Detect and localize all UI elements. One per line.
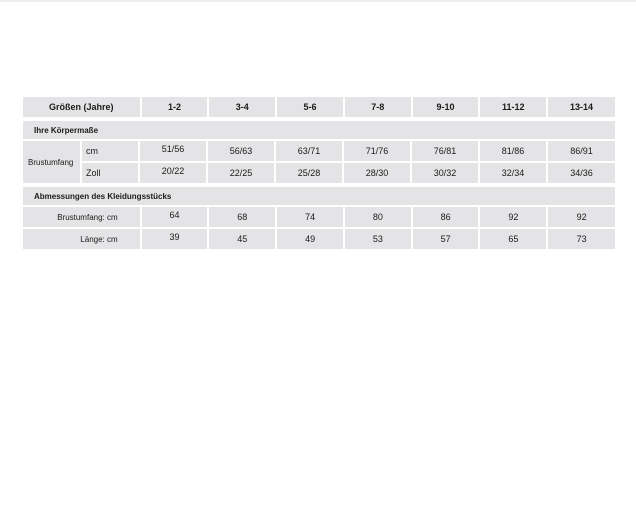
chest-measurements-group <box>23 141 615 183</box>
table-cell: 34/36 <box>548 163 615 183</box>
table-cell: 25/28 <box>276 163 342 183</box>
body-measurements-title: Ihre Körpermaße <box>23 121 615 139</box>
size-header-cell: 1-2 <box>142 97 208 117</box>
table-cell: 57 <box>413 229 479 249</box>
top-divider <box>0 0 636 2</box>
row-label: Brustumfang: cm <box>23 207 140 227</box>
table-cell: 22/25 <box>208 163 274 183</box>
table-cell: 28/30 <box>344 163 410 183</box>
chest-group-label: Brustumfang <box>23 141 80 183</box>
table-cell: 81/86 <box>480 141 546 161</box>
table-cell: 71/76 <box>344 141 410 161</box>
table-cell: 45 <box>209 229 275 249</box>
size-header-cell: 13-14 <box>548 97 615 117</box>
table-cell: 49 <box>277 229 343 249</box>
size-header-row <box>23 97 615 117</box>
table-cell: 51/56 <box>140 141 206 161</box>
table-cell: 20/22 <box>140 163 206 183</box>
table-cell: 65 <box>480 229 546 249</box>
size-header-label: Größen (Jahre) <box>23 97 140 117</box>
table-cell: 76/81 <box>412 141 478 161</box>
garment-measurements-title: Abmessungen des Kleidungsstücks <box>23 187 615 205</box>
unit-label: cm <box>82 141 138 161</box>
size-chart-table <box>23 97 615 251</box>
table-cell: 80 <box>345 207 411 227</box>
table-cell: 92 <box>480 207 546 227</box>
table-cell: 56/63 <box>208 141 274 161</box>
table-cell: 68 <box>209 207 275 227</box>
row-label: Länge: cm <box>23 229 140 249</box>
table-cell: 63/71 <box>276 141 342 161</box>
size-header-cell: 11-12 <box>480 97 546 117</box>
table-cell: 39 <box>142 229 208 249</box>
table-row <box>23 207 615 227</box>
table-cell: 92 <box>548 207 615 227</box>
table-cell: 30/32 <box>412 163 478 183</box>
size-header-cell: 3-4 <box>209 97 275 117</box>
table-cell: 32/34 <box>480 163 546 183</box>
size-header-cell: 5-6 <box>277 97 343 117</box>
table-row <box>82 141 615 161</box>
unit-label: Zoll <box>82 163 138 183</box>
table-cell: 86/91 <box>548 141 615 161</box>
table-row <box>23 229 615 249</box>
size-header-cell: 7-8 <box>345 97 411 117</box>
table-cell: 73 <box>548 229 615 249</box>
table-cell: 74 <box>277 207 343 227</box>
table-row <box>82 163 615 183</box>
table-cell: 64 <box>142 207 208 227</box>
table-cell: 53 <box>345 229 411 249</box>
size-header-cell: 9-10 <box>413 97 479 117</box>
table-cell: 86 <box>413 207 479 227</box>
